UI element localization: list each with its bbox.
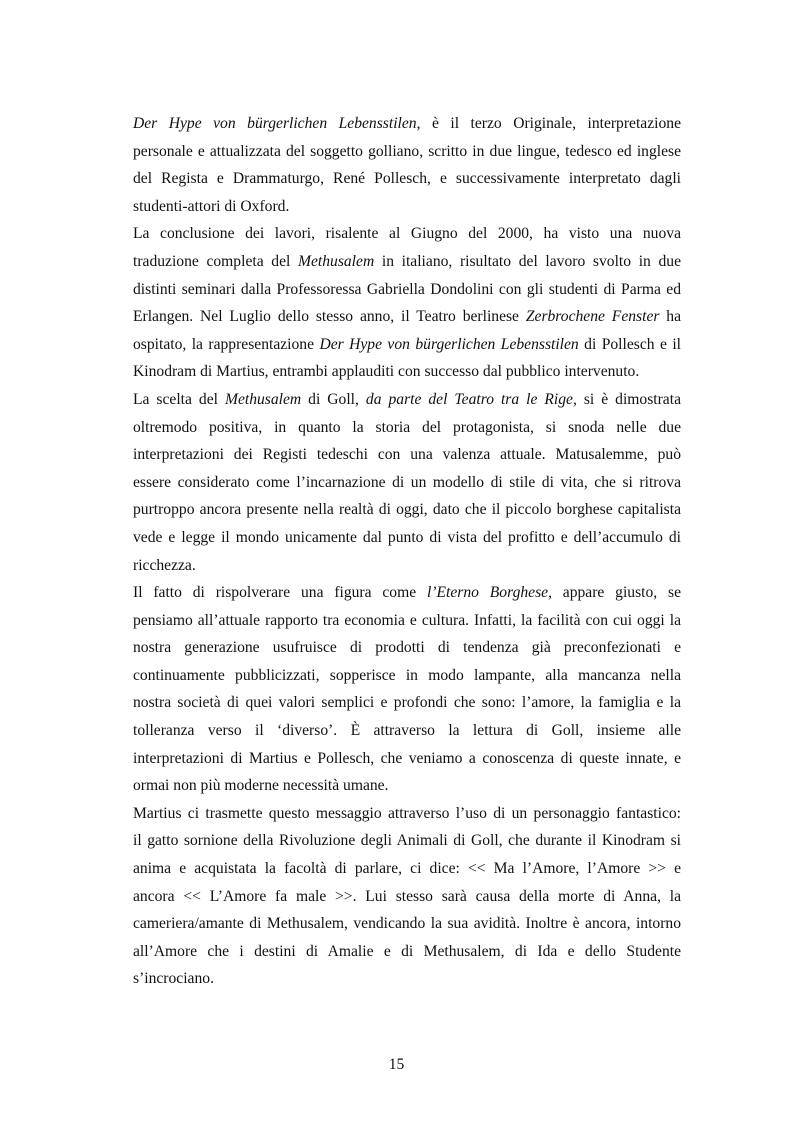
page-number: 15: [388, 1056, 405, 1073]
text-segment: oltremodo positiva, in quanto la storia del protagonista, si snoda nelle due: [133, 418, 681, 436]
text-segment: La conclusione dei lavori, risalente al Giugno del 2000, ha visto una nuova: [133, 225, 681, 243]
italic-segment: Zerbrochene Fenster: [525, 308, 660, 326]
text-line: [133, 331, 681, 359]
text-segment: all’Amore che i destini di Amalie e di Methusalem, di Ida e dello Studente: [133, 942, 681, 960]
text-segment: Il fatto di rispolverare una figura come: [133, 584, 427, 602]
text-segment: il gatto sornione della Rivoluzione degli Animali di Goll, che durante il Kinodram si: [133, 832, 681, 850]
paragraph: [133, 800, 681, 993]
text-line: [133, 358, 681, 386]
text-segment: distinti seminari dalla Professoressa Gabriella Dondolini con gli studenti di Parma ed: [133, 280, 681, 298]
text-line: [133, 689, 681, 717]
text-line: [133, 579, 681, 607]
text-line: [133, 524, 681, 552]
text-line: [133, 965, 681, 993]
text-segment: ha: [659, 308, 682, 326]
text-segment: ancora << L’Amore fa male >>. Lui stesso sarà causa della morte di Anna, la: [133, 887, 681, 905]
text-line: [133, 827, 681, 855]
text-line: [133, 138, 681, 166]
text-segment: ormai non più moderne necessità umane.: [133, 777, 389, 795]
text-segment: nostra società di quei valori semplici e profondi che sono: l’amore, la famiglia e la: [133, 694, 681, 712]
text-segment: del Regista e Drammaturgo, René Pollesch, e successivamente interpretato dagli: [133, 170, 681, 188]
text-line: [133, 772, 681, 800]
text-line: [133, 855, 681, 883]
text-segment: pensiamo all’attuale rapporto tra economia e cultura. Infatti, la facilità con cui oggi la: [133, 611, 681, 629]
text-line: [133, 938, 681, 966]
text-segment: essere considerato come l’incarnazione di un modello di stile di vita, che si ritrova: [133, 473, 681, 491]
text-segment: cameriera/amante di Methusalem, vendicando la sua avidità. Inoltre è ancora, intorno: [133, 915, 681, 933]
text-line: [133, 220, 681, 248]
text-segment: Martius ci trasmette questo messaggio attraverso l’uso di un personaggio fantastico:: [133, 804, 681, 822]
text-segment: personale e attualizzata del soggetto golliano, scritto in due lingue, tedesco ed inglese: [133, 142, 681, 160]
text-segment: ricchezza.: [133, 556, 196, 574]
text-segment: di Pollesch e il: [578, 335, 681, 353]
paragraph: [133, 110, 681, 220]
text-segment: ospitato, la rappresentazione: [133, 335, 320, 353]
text-segment: in italiano, risultato del lavoro svolto in due: [374, 252, 681, 270]
text-segment: vede e legge il mondo unicamente dal punto di vista del profitto e dell’accumulo di: [133, 528, 681, 546]
italic-segment: Der Hype von bürgerlichen Lebensstilen: [319, 335, 579, 353]
text-segment: studenti-attori di Oxford.: [133, 197, 290, 215]
text-segment: Kinodram di Martius, entrambi applauditi con successo dal pubblico intervenuto.: [133, 363, 640, 381]
paragraph: [133, 386, 681, 579]
document-body: [133, 110, 681, 993]
text-line: [133, 662, 681, 690]
text-line: [133, 193, 681, 221]
text-line: [133, 717, 681, 745]
text-segment: interpretazioni dei Registi tedeschi con una valenza attuale. Matusalemme, può: [133, 446, 681, 464]
text-line: [133, 110, 681, 138]
text-line: [133, 276, 681, 304]
text-segment: continuamente pubblicizzati, sopperisce in modo lampante, alla mancanza nella: [133, 666, 681, 684]
text-line: [133, 607, 681, 635]
text-segment: di Goll,: [301, 390, 366, 408]
text-line: [133, 634, 681, 662]
paragraph: [133, 579, 681, 800]
text-line: [133, 496, 681, 524]
text-line: [133, 552, 681, 580]
text-segment: La scelta del: [133, 390, 225, 408]
text-segment: , si è dimostrata: [572, 390, 681, 408]
text-line: [133, 469, 681, 497]
text-segment: nostra generazione usufruisce di prodotti di tendenza già preconfezionati e: [133, 639, 681, 657]
text-segment: s’incrociano.: [133, 970, 214, 988]
italic-segment: Methusalem: [224, 390, 302, 408]
text-line: [133, 745, 681, 773]
text-line: [133, 303, 681, 331]
paragraph: [133, 220, 681, 386]
italic-segment: l’Eterno Borghese: [426, 584, 549, 602]
text-line: [133, 910, 681, 938]
text-line: [133, 441, 681, 469]
text-line: [133, 883, 681, 911]
text-line: [133, 386, 681, 414]
text-line: [133, 248, 681, 276]
text-segment: traduzione completa del: [133, 252, 298, 270]
text-segment: , appare giusto, se: [548, 584, 681, 602]
text-line: [133, 165, 681, 193]
text-segment: , è il terzo Originale, interpretazione: [416, 115, 681, 132]
text-line: [133, 414, 681, 442]
text-segment: interpretazioni di Martius e Pollesch, che veniamo a conoscenza di queste innate, e: [133, 749, 681, 767]
italic-segment: Methusalem: [297, 252, 375, 270]
text-segment: tolleranza verso il ‘diverso’. È attraverso la lettura di Goll, insieme alle: [133, 722, 681, 740]
italic-segment: da parte del Teatro tra le Rige: [365, 390, 573, 408]
italic-segment: Der Hype von bürgerlichen Lebensstilen: [133, 115, 417, 132]
text-segment: anima e acquistata la facoltà di parlare, ci dice: << Ma l’Amore, l’Amore >> e: [133, 860, 681, 878]
text-line: [133, 800, 681, 828]
text-segment: purtroppo ancora presente nella realtà di oggi, dato che il piccolo borghese capitalista: [133, 501, 681, 519]
text-segment: Erlangen. Nel Luglio dello stesso anno, il Teatro berlinese: [133, 308, 526, 326]
